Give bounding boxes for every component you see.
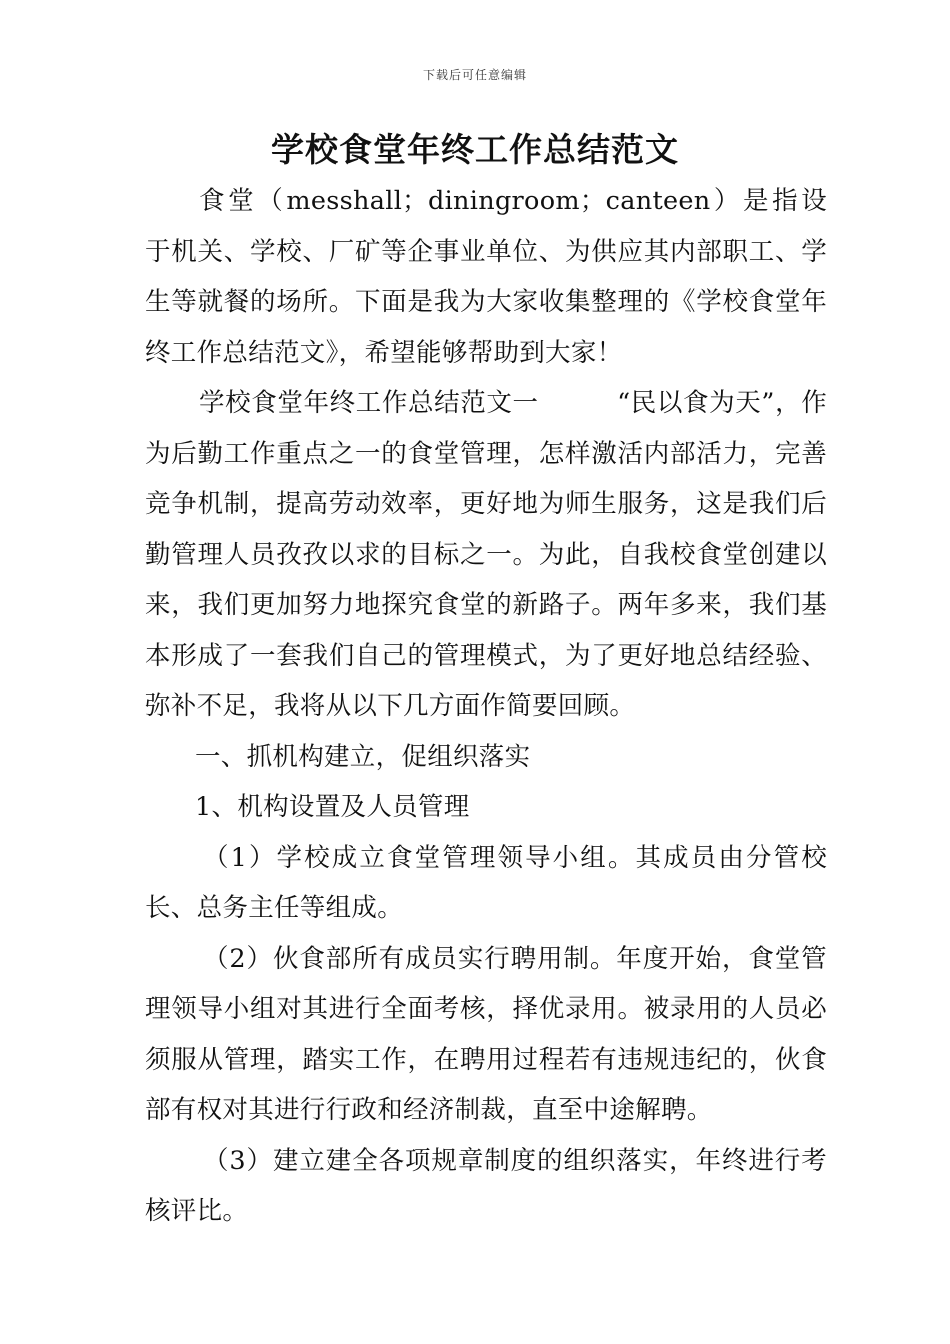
document-body — [145, 176, 827, 1237]
document-title: 学校食堂年终工作总结范文 — [271, 130, 679, 169]
paragraph-intro: 食堂（messhall；diningroom；canteen）是指设于机关、学校、厂矿等企事业单位、为供应其内部职工、学生等就餐的场所。下面是我为大家收集整理的《学校食堂年终工作总结范文》，希望能够帮助到大家！ — [145, 186, 827, 368]
paragraph-item-3: （3）建立建全各项规章制度的组织落实，年终进行考核评比。 — [145, 1145, 827, 1226]
paragraph-item-2: （2）伙食部所有成员实行聘用制。年度开始，食堂管理领导小组对其进行全面考核，择优录用。被录用的人员必须服从管理，踏实工作，在聘用过程若有违规违纪的，伙食部有权对其进行行政和经济制裁，直至中途解聘。 — [145, 943, 827, 1125]
paragraph-item-1: （1）学校成立食堂管理领导小组。其成员由分管校长、总务主任等组成。 — [145, 842, 827, 923]
paragraph-summary-one: 学校食堂年终工作总结范文一 “民以食为天”，作为后勤工作重点之一的食堂管理，怎样激活内部活力，完善竞争机制，提高劳动效率，更好地为师生服务，这是我们后勤管理人员孜孜以求的目标之一。为此，自我校食堂创建以来，我们更加努力地探究食堂的新路子。两年多来，我们基本形成了一套我们自己的管理模式，为了更好地总结经验、弥补不足，我将从以下几方面作简要回顾。 — [145, 388, 827, 721]
section-heading-1: 一、抓机构建立，促组织落实 — [195, 741, 531, 772]
header-note: 下载后可任意编辑 — [422, 68, 527, 82]
subsection-heading-1-1: 1、机构设置及人员管理 — [195, 792, 470, 822]
